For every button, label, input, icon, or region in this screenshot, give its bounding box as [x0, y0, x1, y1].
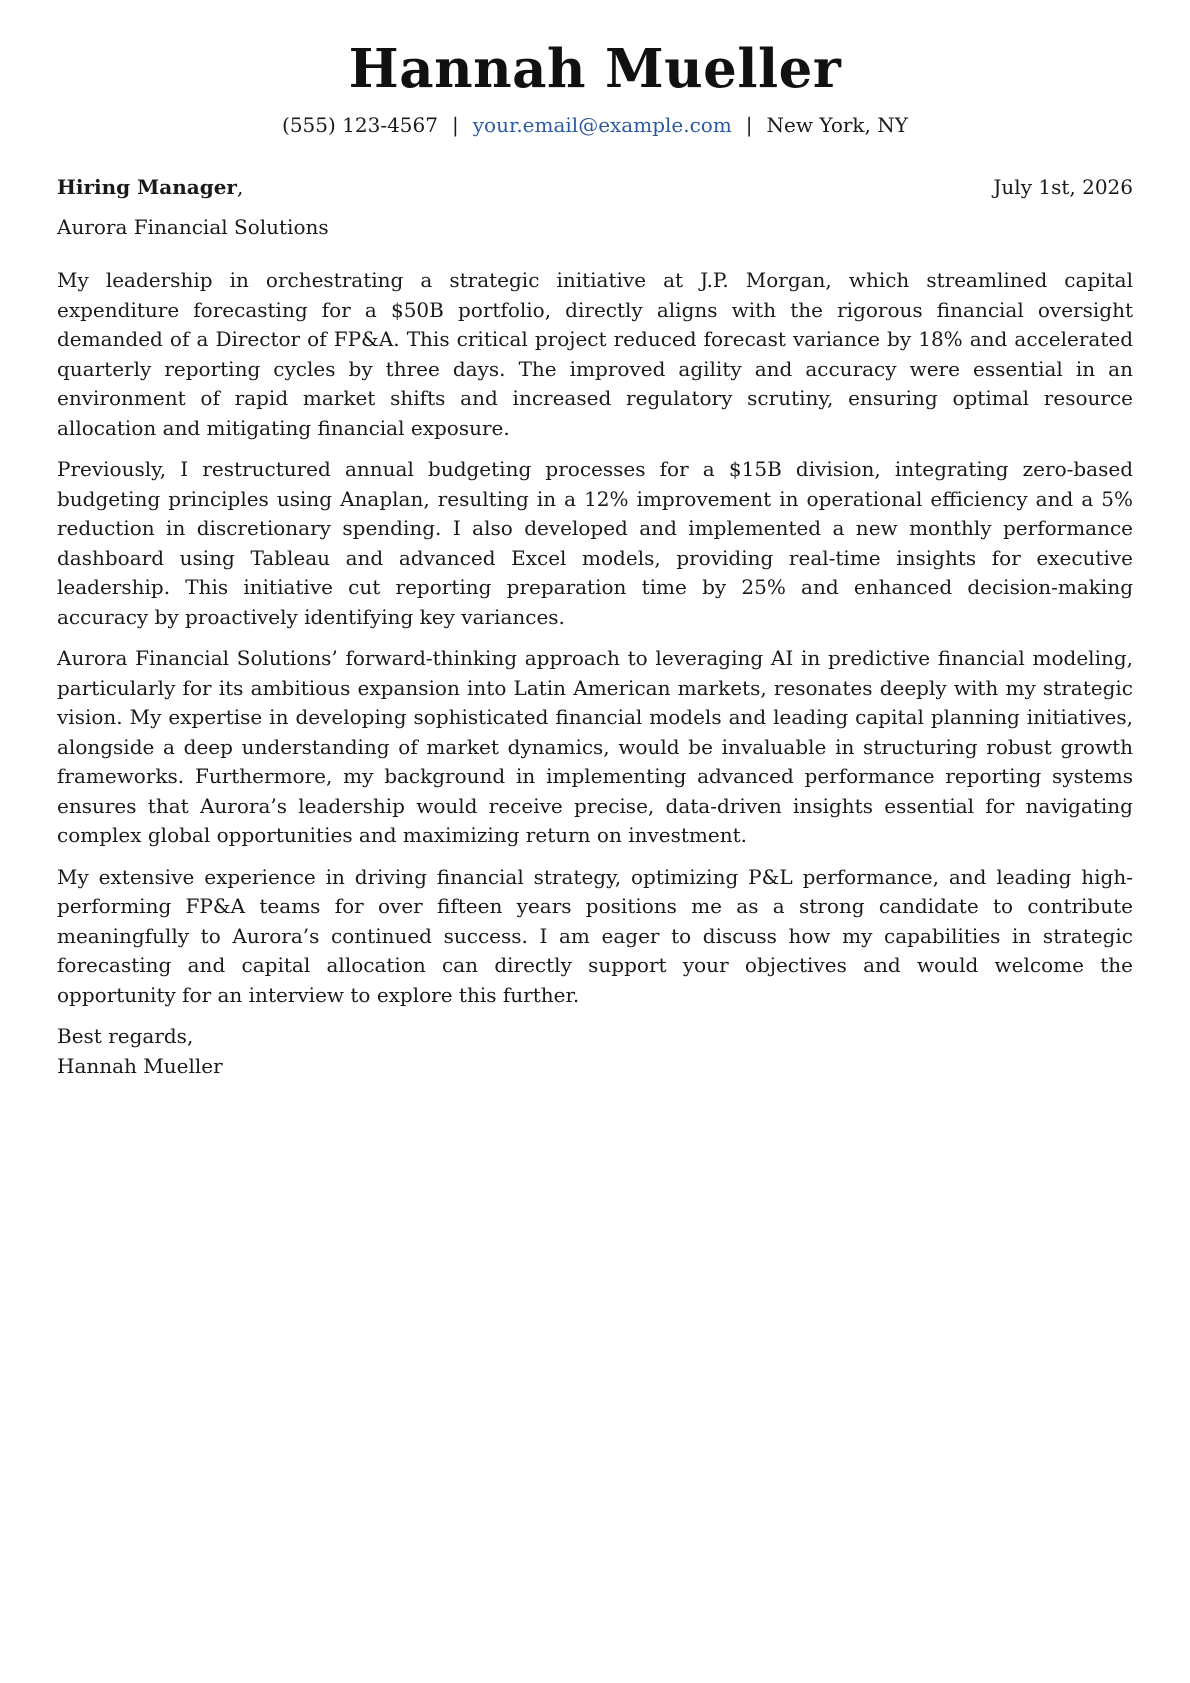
contact-line: [57, 112, 1133, 138]
location: New York, NY: [766, 113, 908, 138]
recipient-salutation: [57, 174, 243, 200]
contact-separator: |: [451, 113, 459, 138]
closing-block: [57, 1022, 1133, 1081]
letter-body: [57, 266, 1133, 1010]
recipient-company: Aurora Financial Solutions: [57, 215, 329, 240]
applicant-name: Hannah Mueller: [348, 38, 842, 100]
email-link[interactable]: your.email@example.com: [472, 113, 732, 138]
body-paragraph: My leadership in orchestrating a strategic initiative at J.P. Morgan, which streamlined capital expenditure forecasting for a $50B portfolio, directly aligns with the rigorous financial oversight demanded of a Director of FP&A. This critical project reduced forecast variance by 18% and accelerated quarterly reporting cycles by three days. The improved agility and accuracy were essential in an environment of rapid market shifts and increased regulatory scrutiny, ensuring optimal resource allocation and mitigating financial exposure.: [57, 268, 1133, 440]
body-paragraph: Previously, I restructured annual budgeting processes for a $15B division, integrating zero-based budgeting principles using Anaplan, resulting in a 12% improvement in operational efficiency and a 5% reduction in discretionary spending. I also developed and implemented a new monthly performance dashboard using Tableau and advanced Excel models, providing real-time insights for executive leadership. This initiative cut reporting preparation time by 25% and enhanced decision-making accuracy by proactively identifying key variances.: [57, 457, 1133, 629]
recipient-row: [57, 174, 1133, 200]
phone-number: (555) 123-4567: [282, 113, 438, 138]
letter-date: July 1st, 2026: [993, 175, 1133, 200]
recipient-name: Hiring Manager: [57, 175, 237, 200]
closing-salutation: Best regards,: [57, 1024, 194, 1049]
body-paragraph: Aurora Financial Solutions’ forward-thinking approach to leveraging AI in predictive financial modeling, particularly for its ambitious expansion into Latin American markets, resonates deeply with my strategic vision. My expertise in developing sophisticated financial models and leading capital planning initiatives, alongside a deep understanding of market dynamics, would be invaluable in structuring robust growth frameworks. Furthermore, my background in implementing advanced performance reporting systems ensures that Aurora’s leadership would receive precise, data-driven insights essential for navigating complex global opportunities and maximizing return on investment.: [57, 646, 1133, 848]
recipient-suffix: ,: [236, 175, 244, 200]
signature-name: Hannah Mueller: [57, 1053, 223, 1078]
body-paragraph: My extensive experience in driving financial strategy, optimizing P&L performance, and leading high-performing FP&A teams for over fifteen years positions me as a strong candidate to contribute meaningfully to Aurora’s continued success. I am eager to discuss how my capabilities in strategic forecasting and capital allocation can directly support your objectives and would welcome the opportunity for an interview to explore this further.: [57, 864, 1133, 1007]
contact-separator: |: [745, 113, 753, 138]
